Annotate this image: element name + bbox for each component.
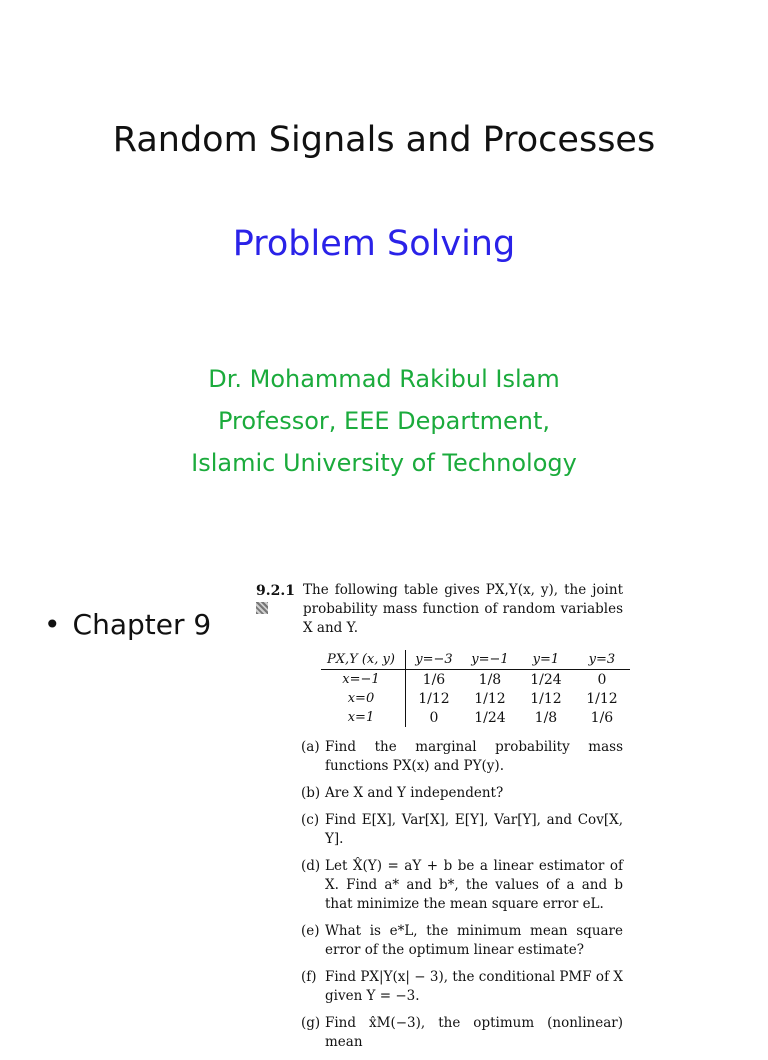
pmf-table [321,650,630,727]
part-text: Find E[X], Var[X], E[Y], Var[Y], and Cov[X, Y]. [325,812,623,847]
problem-parts [301,738,623,1060]
part-label: (a) [301,739,320,755]
table-row [321,689,630,708]
column-header: y=−1 [462,650,518,670]
table-corner-label: PX,Y (x, y) [321,650,405,670]
part-text: Are X and Y independent? [325,785,504,801]
bullet-dot-icon: • [44,608,61,641]
table-row [321,708,630,727]
problem-part [301,738,623,776]
table-cell: 1/24 [474,709,506,726]
part-text: Find x̂M(−3), the optimum (nonlinear) mean [325,1015,623,1050]
problem-part [301,784,623,803]
part-label: (d) [301,858,321,874]
table-cell: 1/12 [474,690,506,707]
table-cell: 1/6 [590,709,614,726]
bullet-text: Chapter 9 [72,608,212,641]
column-header: y=3 [574,650,630,670]
table-cell: 1/8 [534,709,558,726]
table-cell: 1/12 [418,690,450,707]
table-cell: 1/24 [530,671,562,688]
problem-part [301,968,623,1006]
difficulty-icon [256,602,268,614]
table-cell: 1/8 [478,671,502,688]
slide-title: Random Signals and Processes [112,120,656,160]
part-label: (e) [301,923,320,939]
problem-statement: The following table gives PX,Y(x, y), the joint probability mass function of random variables X and Y. [303,582,623,636]
table-header-row [321,650,630,670]
table-cell: 0 [597,671,607,688]
problem-number: 9.2.1 [256,583,295,599]
table-cell: 0 [429,709,439,726]
part-text: Let X̂(Y) = aY + b be a linear estimator of X. Find a* and b*, the values of a and b that minimize the mean square error eL. [325,858,623,912]
part-label: (b) [301,785,321,801]
author-institution: Islamic University of Technology [191,449,577,477]
table-cell: 1/6 [422,671,446,688]
problem-part [301,857,623,914]
problem-part [301,1014,623,1052]
table-cell: 1/12 [530,690,562,707]
table-cell: 1/12 [586,690,618,707]
row-label: x=0 [321,689,405,708]
slide-subtitle: Problem Solving [232,224,516,264]
part-label: (c) [301,812,320,828]
part-text: What is e*L, the minimum mean square error of the optimum linear estimate? [325,923,623,958]
author-name: Dr. Mohammad Rakibul Islam [208,365,560,393]
author-position: Professor, EEE Department, [217,407,551,435]
table-row [321,670,630,690]
author-block [0,358,768,484]
part-label: (g) [301,1015,321,1031]
part-text: Find the marginal probability mass functions PX(x) and PY(y). [325,739,623,774]
bullet-item [44,608,211,641]
part-label: (f) [301,969,317,985]
part-text: Find PX|Y(x| − 3), the conditional PMF of X given Y = −3. [325,969,623,1004]
row-label: x=−1 [321,670,405,690]
column-header: y=1 [518,650,574,670]
row-label: x=1 [321,708,405,727]
problem-part [301,922,623,960]
textbook-excerpt [253,578,633,1050]
column-header: y=−3 [405,650,462,670]
problem-part [301,811,623,849]
